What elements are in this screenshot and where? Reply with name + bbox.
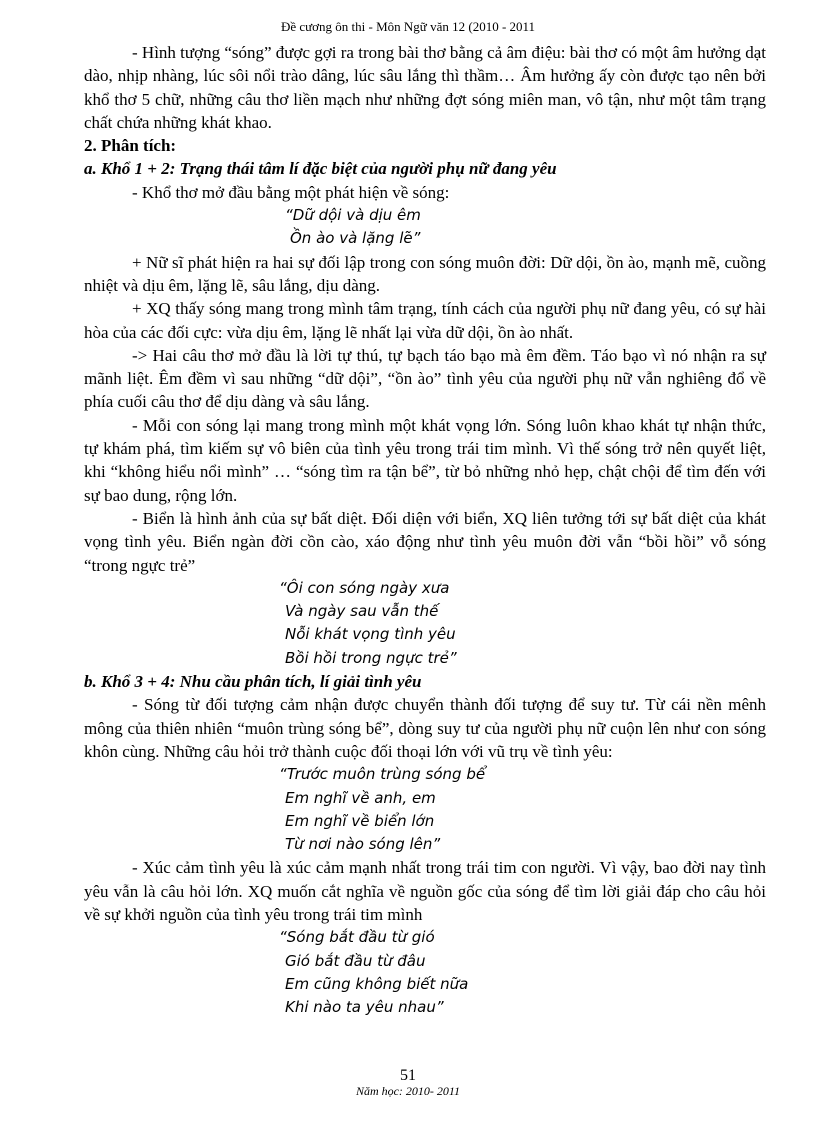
- paragraph-a4: -> Hai câu thơ mở đầu là lời tự thú, tự bạch táo bạo mà êm đềm. Táo bạo vì nó nhận ra sự mãnh liệt. Êm đềm vì sau những “dữ dội”, “ồn ào” tình yêu của người phụ nữ vẫn nghiêng đổ về phía cuối câu thơ để dịu dàng và sâu lắng.: [84, 345, 766, 412]
- poem-line: Bồi hồi trong ngực trẻ”: [285, 648, 457, 667]
- section-heading: 2. Phân tích:: [84, 136, 177, 156]
- poem-line: “Dữ dội và dịu êm: [285, 206, 421, 225]
- page-body: [84, 41, 766, 1019]
- paragraph-a5: - Mỗi con sóng lại mang trong mình một khát vọng lớn. Sóng luôn khao khát tự nhận thức, tự khám phá, tìm kiếm sự vô biên của tình yêu trong trái tim mình. Vì thế sóng trở nên quyết liệt, khi “không hiểu nổi mình” … “sóng tìm ra tận bể”, từ bỏ những nhỏ hẹp, chật chội để tìm đến với sự bao dung, rộng lớn.: [84, 415, 766, 505]
- paragraph-a3: + XQ thấy sóng mang trong mình tâm trạng, tính cách của người phụ nữ đang yêu, có sự hài hòa của các đối cực: vừa dịu êm, lặng lẽ nhất lại vừa dữ dội, ồn ào nhất.: [84, 299, 766, 342]
- intro-paragraph: - Hình tượng “sóng” được gợi ra trong bài thơ bằng cả âm điệu: bài thơ có một âm hưởng dạt dào, nhịp nhàng, lúc sôi nổi trào dâng, lúc sâu lắng thì thầm… Âm hưởng ấy còn được tạo nên bởi khổ thơ 5 chữ, những câu thơ liền mạch như những đợt sóng miên man, vô tận, như một tâm trạng chất chứa những khát khao.: [84, 43, 766, 132]
- page-header: Đề cương ôn thi - Môn Ngữ văn 12 (2010 - 2011: [280, 19, 536, 34]
- poem-line: “Sóng bắt đầu từ gió: [279, 928, 435, 947]
- poem-line: “Ôi con sóng ngày xưa: [279, 578, 450, 597]
- poem-excerpt-1: [84, 204, 766, 251]
- paragraph-a2: + Nữ sĩ phát hiện ra hai sự đối lập trong con sóng muôn đời: Dữ dội, ồn ào, mạnh mẽ, cuồng nhiệt và dịu êm, lặng lẽ, sâu lắng, dịu dàng.: [84, 252, 766, 295]
- poem-excerpt-4: [84, 926, 766, 1019]
- poem-line: Em nghĩ về anh, em: [285, 788, 436, 807]
- poem-line: Ồn ào và lặng lẽ”: [290, 229, 421, 248]
- poem-excerpt-3: [84, 763, 766, 856]
- page-number: 51: [400, 1067, 416, 1084]
- paragraph-a1: - Khổ thơ mở đầu bằng một phát hiện về sóng:: [132, 182, 450, 202]
- poem-line: Khi nào ta yêu nhau”: [285, 998, 444, 1017]
- poem-line: “Trước muôn trùng sóng bể: [279, 765, 486, 784]
- poem-line: Từ nơi nào sóng lên”: [285, 835, 441, 854]
- paragraph-b1: - Sóng từ đối tượng cảm nhận được chuyển thành đối tượng để suy tư. Từ cái nền mênh mông của thiên nhiên “muôn trùng sóng bể”, dòng suy tư của người phụ nữ cuộn lên như con sóng khôn cùng. Những câu hỏi trở thành cuộc đối thoại lớn với vũ trụ về tình yêu:: [84, 695, 766, 761]
- poem-line: Em cũng không biết nữa: [285, 974, 469, 993]
- subsection-b-heading: b. Khổ 3 + 4: Nhu cầu phân tích, lí giải tình yêu: [84, 672, 422, 692]
- paragraph-b2: - Xúc cảm tình yêu là xúc cảm mạnh nhất trong trái tim con người. Vì vậy, bao đời nay tình yêu vẫn là câu hỏi lớn. XQ muốn cắt nghĩa về nguồn gốc của sóng để tìm lời giải đáp cho câu hỏi về sự khởi nguồn của tình yêu trong trái tim mình: [84, 858, 766, 924]
- paragraph-a6: - Biển là hình ảnh của sự bất diệt. Đối diện với biển, XQ liên tưởng tới sự bất diệt của khát vọng tình yêu. Biển ngàn đời cồn cào, xáo động như tình yêu muôn đời vẫn “bồi hồi” vỗ sóng “trong ngực trẻ”: [84, 508, 766, 575]
- footer-school-year: Năm học: 2010- 2011: [355, 1084, 461, 1098]
- subsection-a-heading: a. Khổ 1 + 2: Trạng thái tâm lí đặc biệt của người phụ nữ đang yêu: [84, 159, 557, 179]
- poem-line: Em nghĩ về biển lớn: [285, 811, 435, 830]
- poem-line: Nỗi khát vọng tình yêu: [285, 625, 456, 644]
- poem-line: Gió bắt đầu từ đâu: [285, 951, 426, 970]
- poem-excerpt-2: [84, 577, 766, 670]
- poem-line: Và ngày sau vẫn thế: [285, 602, 439, 621]
